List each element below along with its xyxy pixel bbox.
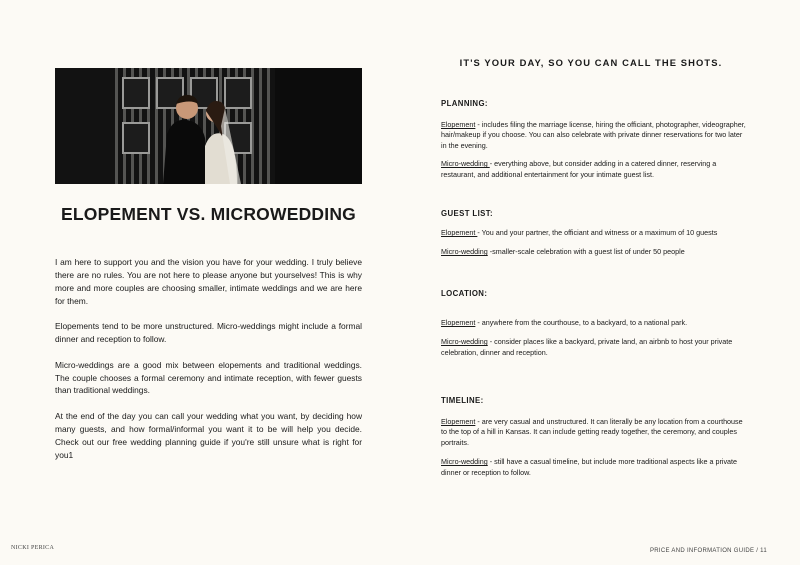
section-timeline — [441, 396, 746, 478]
intro-paragraph: Micro-weddings are a good mix between elopements and traditional weddings. The couple chooses a formal ceremony and intimate reception, with fewer guests than traditional weddings. — [55, 359, 362, 396]
micro-wedding-term: Micro-wedding — [441, 457, 488, 467]
intro-paragraph: I am here to support you and the vision you have for your wedding. I truly believe there are no rules. You are not here to please anyone but yourselves! This is why more and more couples are choosing smaller, intimate weddings and we are here for them. — [55, 257, 362, 306]
section-location — [441, 289, 746, 358]
intro-text — [55, 256, 362, 474]
right-heading: IT'S YOUR DAY, SO YOU CAN CALL THE SHOTS. — [459, 57, 723, 68]
elopement-description — [441, 228, 746, 238]
elopement-text: - are very casual and unstructured. It can literally be any location from a courthouse to the top of a hill in Kansas. It can include getting ready together, the ceremony, and couples portraits. — [441, 417, 743, 447]
micro-wedding-description — [441, 337, 746, 358]
micro-wedding-term: Micro-wedding — [441, 247, 488, 257]
couple-photo — [55, 68, 362, 184]
elopement-text: - You and your partner, the officiant and witness or a maximum of 10 guests — [477, 228, 718, 237]
section-planning — [441, 99, 746, 180]
elopement-term: Elopement — [441, 417, 476, 426]
elopement-term: Elopement — [441, 318, 476, 327]
elopement-text: - anywhere from the courthouse, to a backyard, to a national park. — [475, 318, 688, 327]
micro-wedding-text: - everything above, but consider adding in a catered dinner, reserving a restaurant, and additional entertainment for your intimate guest list. — [441, 159, 717, 179]
micro-wedding-description — [441, 457, 746, 478]
micro-wedding-term: Micro-wedding — [441, 159, 490, 169]
section-title: TIMELINE: — [441, 396, 484, 405]
elopement-description — [441, 318, 746, 328]
elopement-text: - includes filing the marriage license, hiring the officiant, photographer, videographer, hair/makeup if you choose. You can also celebrate with private dinner reservations for two later in the evening. — [441, 120, 746, 150]
page-number-label: PRICE AND INFORMATION GUIDE / 11 — [649, 548, 767, 554]
section-guest-list — [441, 209, 746, 258]
elopement-description — [441, 417, 746, 448]
intro-paragraph: At the end of the day you can call your wedding what you want, by deciding how many guests, and how formal/informal you want it to be will help you decide. Check out our free wedding planning guide if you're still unsure what is right for you1 — [55, 410, 362, 460]
micro-wedding-description — [441, 159, 746, 180]
micro-wedding-text: - consider places like a backyard, private land, an airbnb to host your private celebration, dinner and reception. — [441, 337, 733, 357]
elopement-description — [441, 120, 746, 151]
elopement-term: Elopement — [441, 120, 476, 129]
micro-wedding-text: -smaller-scale celebration with a guest list of under 50 people — [487, 247, 685, 257]
section-title: PLANNING: — [441, 99, 488, 108]
micro-wedding-description — [441, 247, 746, 257]
page-title: ELOPEMENT VS. MICROWEDDING — [61, 204, 356, 224]
micro-wedding-term: Micro-wedding — [441, 337, 488, 347]
brand-logo: NICKI PERICA — [11, 545, 55, 551]
section-title: LOCATION: — [441, 289, 488, 298]
elopement-term: Elopement — [441, 228, 478, 237]
intro-paragraph: Elopements tend to be more unstructured. Micro-weddings might include a formal dinner and reception to follow. — [55, 321, 362, 345]
micro-wedding-text: - still have a casual timeline, but include more traditional aspects like a private dinner or reception to follow. — [441, 457, 738, 477]
section-title: GUEST LIST: — [441, 209, 494, 218]
